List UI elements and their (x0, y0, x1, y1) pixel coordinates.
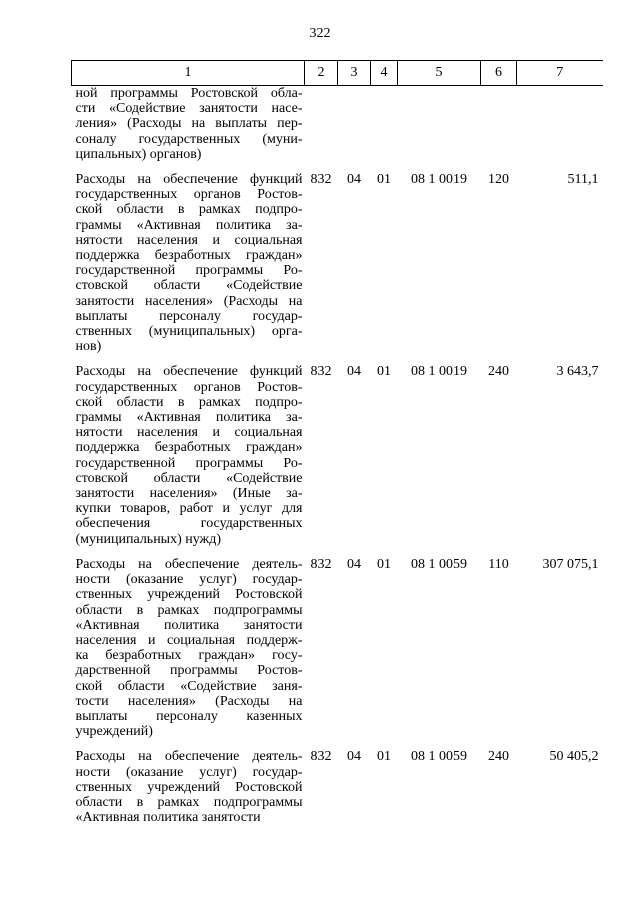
row-description (72, 364, 305, 546)
amount: 3 643,7 (556, 364, 599, 380)
description-line: населения и социальная поддерж- (75, 632, 303, 648)
target-article-code: 08 1 0019 (411, 172, 467, 188)
description-line: ской области «Содействие заня- (75, 678, 303, 694)
description-line: нов) (75, 339, 102, 355)
section-code: 04 (347, 364, 361, 380)
description-line: ности (оказание услуг) государ- (75, 572, 303, 588)
description-line: поддержка безработных граждан» (75, 440, 303, 456)
target-article-code: 08 1 0019 (411, 364, 467, 380)
table-row (72, 749, 603, 825)
description-line: Расходы на обеспечение деятель- (75, 749, 303, 765)
description-line: области в рамках подпрограммы (75, 794, 303, 810)
description-line: стовской области «Содействие (75, 470, 303, 486)
expense-type-code: 120 (488, 172, 509, 188)
amount: 307 075,1 (542, 556, 599, 572)
target-article-code (398, 86, 481, 163)
description-line: граммы «Активная политика за- (75, 217, 303, 233)
subsection-code: 01 (377, 749, 391, 765)
description-line: ской области в рамках подпро- (75, 394, 303, 410)
section-code: 04 (347, 749, 361, 765)
description-line: ной программы Ростовской обла- (75, 86, 303, 101)
table-header (72, 61, 603, 86)
description-line: сти «Содействие занятости насе- (75, 101, 303, 117)
column-header-1: 1 (72, 61, 305, 86)
description-line: ления» (Расходы на выплаты пер- (75, 116, 303, 132)
description-line: государственных органов Ростов- (75, 379, 303, 395)
description-line: соналу государственных (муни- (75, 131, 303, 147)
description-line: поддержка безработных граждан» (75, 248, 303, 264)
row-spacer (72, 354, 603, 364)
description-line: государственных органов Ростов- (75, 187, 303, 203)
expense-type-code: 110 (488, 556, 509, 572)
table-row (72, 557, 603, 739)
description-line: нятости населения и социальная (75, 232, 303, 248)
section-code: 04 (347, 172, 361, 188)
description-line: стовской области «Содействие (75, 278, 303, 294)
row-spacer (72, 547, 603, 557)
description-line: занятости населения» (Иные за- (75, 486, 303, 502)
page-number: 322 (309, 26, 331, 41)
description-line: Расходы на обеспечение функций (75, 172, 303, 188)
amount: 50 405,2 (549, 749, 599, 765)
description-line: ка безработных граждан» госу- (75, 648, 303, 664)
table-row (72, 364, 603, 546)
expense-type-code (481, 86, 517, 163)
description-line: занятости населения» (Расходы на (75, 293, 303, 309)
row-description (72, 172, 305, 354)
target-article-code: 08 1 0059 (411, 749, 467, 765)
column-header-5: 5 (398, 61, 481, 86)
description-line: ственных (муниципальных) орга- (75, 324, 303, 340)
row-description (72, 86, 305, 163)
description-line: обеспечения государственных (75, 516, 303, 532)
ministry-code: 832 (310, 364, 332, 380)
column-header-3: 3 (338, 61, 371, 86)
description-line: ности (оказание услуг) государ- (75, 764, 303, 780)
description-line: граммы «Активная политика за- (75, 410, 303, 426)
description-line: учреждений) (75, 724, 153, 740)
subsection-code (371, 86, 398, 163)
section-code: 04 (347, 556, 361, 572)
table-row (72, 172, 603, 354)
column-header-6: 6 (481, 61, 517, 86)
column-header-4: 4 (371, 61, 398, 86)
budget-table (71, 60, 603, 825)
row-spacer (72, 739, 603, 749)
amount (517, 86, 603, 163)
subsection-code: 01 (377, 556, 391, 572)
description-line: дарственной программы Ростов- (75, 663, 303, 679)
row-spacer-cell (72, 162, 603, 172)
description-line: ственных учреждений Ростовской (75, 587, 303, 603)
row-spacer (72, 162, 603, 172)
section-code (338, 86, 371, 163)
column-header-2: 2 (305, 61, 338, 86)
subsection-code: 01 (377, 364, 391, 380)
description-line: «Активная политика занятости (75, 810, 261, 826)
description-line: государственной программы Ро- (75, 263, 303, 279)
table-header-row (72, 61, 603, 86)
ministry-code (305, 86, 338, 163)
expense-type-code: 240 (488, 364, 509, 380)
description-line: ципальных) органов) (75, 146, 202, 162)
description-line: купки товаров, работ и услуг для (75, 501, 303, 517)
description-line: «Активная политика занятости (75, 617, 303, 633)
table-row (72, 86, 603, 163)
ministry-code: 832 (310, 172, 332, 188)
description-line: государственной программы Ро- (75, 455, 303, 471)
row-spacer-cell (72, 547, 603, 557)
amount: 511,1 (567, 172, 599, 188)
row-description (72, 557, 305, 739)
description-line: нятости населения и социальная (75, 425, 303, 441)
column-header-7: 7 (517, 61, 603, 86)
description-line: Расходы на обеспечение деятель- (75, 556, 303, 572)
description-line: области в рамках подпрограммы (75, 602, 303, 618)
row-description (72, 749, 305, 825)
description-line: ственных учреждений Ростовской (75, 779, 303, 795)
row-spacer-cell (72, 739, 603, 749)
ministry-code: 832 (310, 749, 332, 765)
ministry-code: 832 (310, 556, 332, 572)
description-line: выплаты персоналу государ- (75, 308, 303, 324)
expense-type-code: 240 (488, 749, 509, 765)
description-line: выплаты персоналу казенных (75, 708, 303, 724)
subsection-code: 01 (377, 172, 391, 188)
description-line: ской области в рамках подпро- (75, 202, 303, 218)
description-line: тости населения» (Расходы на (75, 693, 303, 709)
description-line: (муниципальных) нужд) (75, 531, 222, 547)
target-article-code: 08 1 0059 (411, 556, 467, 572)
description-line: Расходы на обеспечение функций (75, 364, 303, 380)
row-spacer-cell (72, 354, 603, 364)
table-body (72, 86, 603, 826)
